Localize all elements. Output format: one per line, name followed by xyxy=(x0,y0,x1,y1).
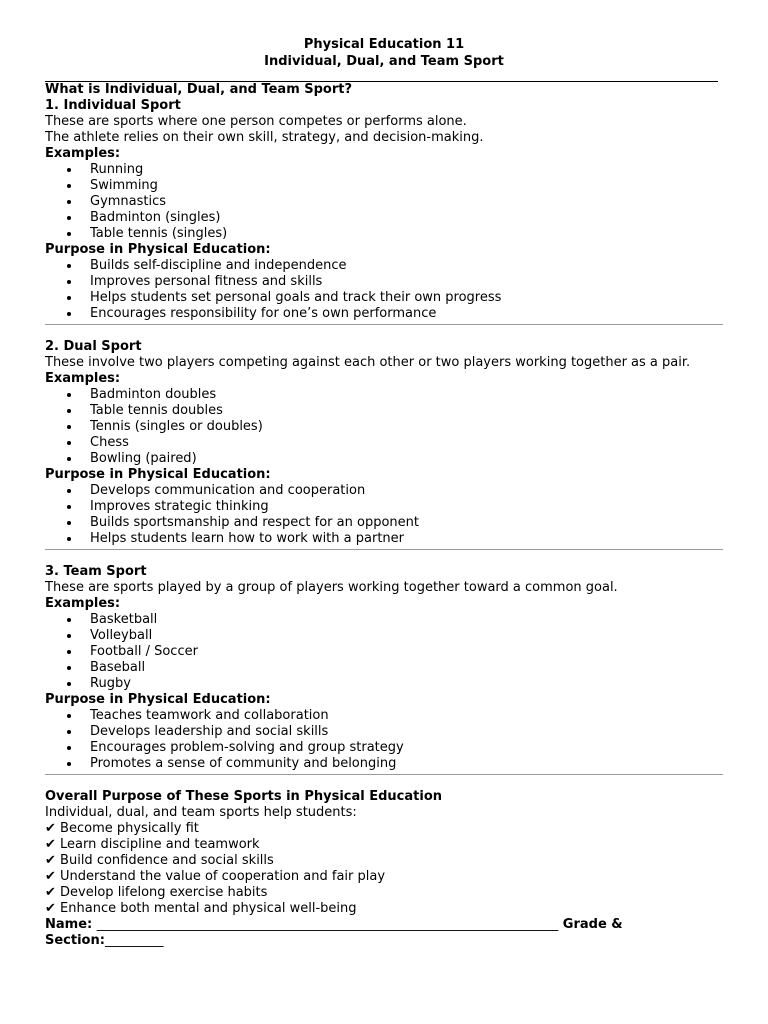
list-item xyxy=(45,290,723,306)
list-item xyxy=(45,660,723,676)
list-item xyxy=(45,515,723,531)
list-item xyxy=(45,210,723,226)
checklist-item xyxy=(45,869,723,885)
list-item-text: Badminton doubles xyxy=(90,387,217,402)
list-item-text: Badminton (singles) xyxy=(90,210,221,225)
list-item xyxy=(45,499,723,515)
list-item xyxy=(45,194,723,210)
list-item xyxy=(45,676,723,692)
bullet-icon xyxy=(67,184,71,188)
list-item-text: Improves personal fitness and skills xyxy=(90,274,323,289)
list-item-text: Football / Soccer xyxy=(90,644,198,659)
bullet-icon xyxy=(67,521,71,525)
bullet-icon xyxy=(67,264,71,268)
list-item xyxy=(45,258,723,274)
bullet-icon xyxy=(67,457,71,461)
list-item-text: Builds sportsmanship and respect for an opponent xyxy=(90,515,419,530)
checklist-item xyxy=(45,821,723,837)
section-row xyxy=(45,933,723,949)
checkmark-icon: ✔ xyxy=(45,869,56,884)
checkmark-icon: ✔ xyxy=(45,853,56,868)
purpose-list-individual xyxy=(45,258,723,322)
checklist-item xyxy=(45,853,723,869)
list-item-text: Helps students set personal goals and track their own progress xyxy=(90,290,502,305)
bullet-icon xyxy=(67,537,71,541)
purpose-label: Purpose in Physical Education: xyxy=(45,467,271,482)
checklist-item xyxy=(45,885,723,901)
purpose-label: Purpose in Physical Education: xyxy=(45,692,271,707)
overall-heading: Overall Purpose of These Sports in Physical Education xyxy=(45,789,443,804)
section-label: Section: xyxy=(45,933,105,948)
bullet-icon xyxy=(67,280,71,284)
bullet-icon xyxy=(67,168,71,172)
document-title: Physical Education 11 xyxy=(303,37,465,52)
list-item xyxy=(45,708,723,724)
checklist-item xyxy=(45,901,723,917)
list-item xyxy=(45,740,723,756)
section-description-line: These involve two players competing against each other or two players working together as a pair. xyxy=(45,355,691,370)
examples-label: Examples: xyxy=(45,596,121,611)
list-item-text: Chess xyxy=(90,435,129,450)
list-item xyxy=(45,387,723,403)
checklist-item-text: Become physically fit xyxy=(60,821,199,836)
list-item xyxy=(45,162,723,178)
checkmark-icon: ✔ xyxy=(45,821,56,836)
list-item-text: Swimming xyxy=(90,178,158,193)
list-item-text: Basketball xyxy=(90,612,158,627)
checklist-item-text: Understand the value of cooperation and fair play xyxy=(60,869,386,884)
list-item-text: Encourages responsibility for one’s own performance xyxy=(90,306,437,321)
grade-label: Grade & xyxy=(562,917,623,932)
section-description-line: These are sports where one person competes or performs alone. xyxy=(45,114,467,129)
bullet-icon xyxy=(67,216,71,220)
name-grade-row xyxy=(45,917,723,933)
list-item xyxy=(45,483,723,499)
list-item xyxy=(45,306,723,322)
bullet-icon xyxy=(67,489,71,493)
section-heading-dual: 2. Dual Sport xyxy=(45,339,142,354)
list-item xyxy=(45,612,723,628)
list-item xyxy=(45,531,723,547)
purpose-list-team xyxy=(45,708,723,772)
list-item-text: Running xyxy=(90,162,144,177)
bullet-icon xyxy=(67,409,71,413)
list-item xyxy=(45,628,723,644)
bullet-icon xyxy=(67,296,71,300)
checkmark-icon: ✔ xyxy=(45,837,56,852)
name-blank: _______________________________________________________________________ xyxy=(96,917,559,932)
examples-list-individual xyxy=(45,162,723,242)
examples-label: Examples: xyxy=(45,371,121,386)
list-item-text: Helps students learn how to work with a partner xyxy=(90,531,404,546)
list-item-text: Teaches teamwork and collaboration xyxy=(90,708,329,723)
purpose-label: Purpose in Physical Education: xyxy=(45,242,271,257)
checkmark-icon: ✔ xyxy=(45,901,56,916)
checklist-item-text: Build confidence and social skills xyxy=(60,853,274,868)
purpose-list-dual xyxy=(45,483,723,547)
section-blank: _________ xyxy=(104,933,164,948)
intro-question: What is Individual, Dual, and Team Sport? xyxy=(45,82,353,97)
document-page xyxy=(45,36,723,949)
bullet-icon xyxy=(67,714,71,718)
list-item-text: Tennis (singles or doubles) xyxy=(90,419,263,434)
list-item xyxy=(45,274,723,290)
bullet-icon xyxy=(67,762,71,766)
checkmark-icon: ✔ xyxy=(45,885,56,900)
list-item xyxy=(45,403,723,419)
list-item-text: Gymnastics xyxy=(90,194,167,209)
overall-intro: Individual, dual, and team sports help students: xyxy=(45,805,357,820)
list-item-text: Baseball xyxy=(90,660,146,675)
list-item-text: Develops communication and cooperation xyxy=(90,483,366,498)
list-item xyxy=(45,419,723,435)
examples-label: Examples: xyxy=(45,146,121,161)
list-item xyxy=(45,178,723,194)
bullet-icon xyxy=(67,634,71,638)
bullet-icon xyxy=(67,312,71,316)
list-item xyxy=(45,644,723,660)
bullet-icon xyxy=(67,730,71,734)
bullet-icon xyxy=(67,393,71,397)
bullet-icon xyxy=(67,232,71,236)
list-item-text: Table tennis doubles xyxy=(90,403,223,418)
checklist-item-text: Learn discipline and teamwork xyxy=(60,837,260,852)
bullet-icon xyxy=(67,441,71,445)
bullet-icon xyxy=(67,650,71,654)
section-description-line: These are sports played by a group of players working together toward a common goal. xyxy=(45,580,618,595)
bullet-icon xyxy=(67,618,71,622)
checklist-item-text: Enhance both mental and physical well-being xyxy=(60,901,357,916)
bullet-icon xyxy=(67,746,71,750)
list-item-text: Builds self-discipline and independence xyxy=(90,258,347,273)
list-item-text: Volleyball xyxy=(90,628,153,643)
list-item xyxy=(45,724,723,740)
list-item xyxy=(45,756,723,772)
bullet-icon xyxy=(67,200,71,204)
list-item-text: Promotes a sense of community and belonging xyxy=(90,756,397,771)
list-item xyxy=(45,435,723,451)
name-label: Name: xyxy=(45,917,93,932)
list-item-text: Develops leadership and social skills xyxy=(90,724,329,739)
list-item-text: Improves strategic thinking xyxy=(90,499,269,514)
list-item xyxy=(45,226,723,242)
section-heading-individual: 1. Individual Sport xyxy=(45,98,181,113)
bullet-icon xyxy=(67,682,71,686)
list-item xyxy=(45,451,723,467)
section-description-line: The athlete relies on their own skill, strategy, and decision-making. xyxy=(45,130,484,145)
list-item-text: Bowling (paired) xyxy=(90,451,197,466)
list-item-text: Table tennis (singles) xyxy=(90,226,228,241)
bullet-icon xyxy=(67,425,71,429)
list-item-text: Encourages problem-solving and group strategy xyxy=(90,740,404,755)
examples-list-dual xyxy=(45,387,723,467)
examples-list-team xyxy=(45,612,723,692)
checklist-item xyxy=(45,837,723,853)
section-heading-team: 3. Team Sport xyxy=(45,564,147,579)
list-item-text: Rugby xyxy=(90,676,131,691)
bullet-icon xyxy=(67,505,71,509)
document-subtitle: Individual, Dual, and Team Sport xyxy=(264,54,504,69)
checklist-item-text: Develop lifelong exercise habits xyxy=(60,885,268,900)
bullet-icon xyxy=(67,666,71,670)
